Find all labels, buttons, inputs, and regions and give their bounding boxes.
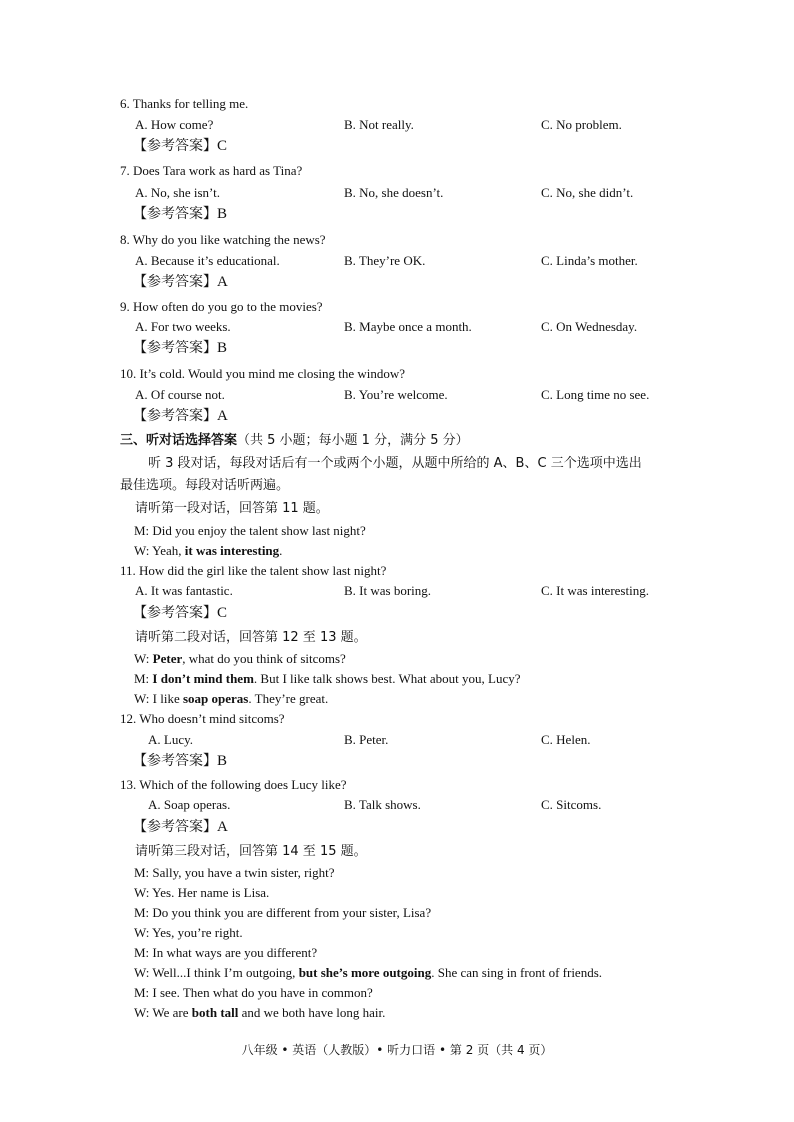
dialog-2-line-3 (134, 690, 328, 708)
text: . They’re great. (248, 691, 329, 706)
q13-option-a: A. Soap operas. (148, 797, 231, 812)
section-3-instructions-2: 最佳选项。每段对话听两遍。 (120, 478, 290, 493)
dialog-3-line-2: W: Yes. Her name is Lisa. (134, 885, 270, 900)
q8-option-b: B. They’re OK. (344, 253, 426, 268)
dialog-2-line-2 (134, 670, 521, 688)
q12-option-c: C. Helen. (541, 732, 591, 747)
q11-answer (133, 604, 227, 622)
text: W: I like (134, 691, 183, 706)
q11-option-c: C. It was interesting. (541, 583, 649, 598)
dialog-3-line-8 (134, 1004, 385, 1022)
dialog-3-lead: 请听第三段对话，回答第 14 至 15 题。 (135, 844, 367, 859)
q12-option-b: B. Peter. (344, 732, 389, 747)
q13-option-b: B. Talk shows. (344, 797, 421, 812)
q9-option-c: C. On Wednesday. (541, 319, 638, 334)
answer-label: 【参考答案】 (133, 206, 217, 222)
page-footer: 八年级 • 英语（人教版）• 听力口语 • 第 2 页（共 4 页） (241, 1043, 553, 1057)
text: and we both have long hair. (238, 1005, 386, 1020)
answer-value: A (217, 819, 228, 835)
answer-value: B (217, 340, 228, 356)
q10-option-c: C. Long time no see. (541, 387, 650, 402)
question-7: 7. Does Tara work as hard as Tina? (120, 163, 303, 178)
q8-option-a: A. Because it’s educational. (135, 253, 280, 268)
text: M: (134, 671, 153, 686)
answer-label: 【参考答案】 (133, 408, 217, 424)
q7-option-a: A. No, she isn’t. (135, 185, 220, 200)
dialog-2-lead: 请听第二段对话，回答第 12 至 13 题。 (135, 630, 367, 645)
q6-answer (133, 137, 227, 155)
q11-option-a: A. It was fantastic. (135, 583, 233, 598)
q10-answer (133, 407, 228, 425)
bold-text: Peter (152, 651, 183, 666)
answer-value: C (217, 138, 228, 154)
q9-answer (133, 339, 227, 357)
q6-option-c: C. No problem. (541, 117, 622, 132)
text: . She can sing in front of friends. (431, 965, 603, 980)
q10-option-b: B. You’re welcome. (344, 387, 448, 402)
q7-option-c: C. No, she didn’t. (541, 185, 634, 200)
dialog-3-line-4: W: Yes, you’re right. (134, 925, 243, 940)
text: W: (134, 651, 153, 666)
question-8: 8. Why do you like watching the news? (120, 232, 326, 247)
dialog-3-line-5: M: In what ways are you different? (134, 945, 318, 960)
dialog-1-line-1: M: Did you enjoy the talent show last night? (134, 523, 366, 538)
answer-label: 【参考答案】 (133, 819, 217, 835)
dialog-3-line-1: M: Sally, you have a twin sister, right? (134, 865, 335, 880)
q12-option-a: A. Lucy. (148, 732, 194, 747)
answer-value: A (217, 408, 228, 424)
q9-option-b: B. Maybe once a month. (344, 319, 472, 334)
answer-label: 【参考答案】 (133, 340, 217, 356)
dialog-3-line-7: M: I see. Then what do you have in common? (134, 985, 373, 1000)
q11-option-b: B. It was boring. (344, 583, 432, 598)
question-6: 6. Thanks for telling me. (120, 96, 249, 111)
section-3-heading (120, 432, 469, 450)
answer-label: 【参考答案】 (133, 274, 217, 290)
bold-text: but she’s more outgoing (298, 965, 432, 980)
q7-answer (133, 205, 227, 223)
q8-answer (133, 273, 228, 291)
dialog-1-line-2 (134, 542, 282, 560)
question-10: 10. It’s cold. Would you mind me closing the window? (120, 366, 406, 381)
answer-label: 【参考答案】 (133, 138, 217, 154)
text: W: We are (134, 1005, 192, 1020)
q10-option-a: A. Of course not. (135, 387, 225, 402)
q13-answer (133, 818, 228, 836)
dialog-3-line-6 (134, 964, 602, 982)
answer-value: B (217, 753, 228, 769)
question-12: 12. Who doesn’t mind sitcoms? (120, 711, 285, 726)
section-scoring: （共 5 小题；每小题 1 分，满分 5 分） (237, 433, 469, 448)
text: W: Yeah, (134, 543, 185, 558)
text: , what do you think of sitcoms? (182, 651, 346, 666)
answer-label: 【参考答案】 (133, 753, 217, 769)
bold-text: soap operas (182, 691, 249, 706)
answer-value: A (217, 274, 228, 290)
q8-option-c: C. Linda’s mother. (541, 253, 638, 268)
text: . (279, 543, 283, 558)
answer-label: 【参考答案】 (133, 605, 217, 621)
bold-text: both tall (191, 1005, 239, 1020)
section-3-instructions-1: 听 3 段对话，每段对话后有一个或两个小题，从题中所给的 A、B、C 三个选项中选出 (148, 456, 642, 471)
question-9: 9. How often do you go to the movies? (120, 299, 323, 314)
section-title: 三、听对话选择答案 (120, 433, 238, 448)
q7-option-b: B. No, she doesn’t. (344, 185, 444, 200)
q6-option-a: A. How come? (135, 117, 214, 132)
dialog-3-line-3: M: Do you think you are different from your sister, Lisa? (134, 905, 432, 920)
bold-text: it was interesting (184, 543, 280, 558)
text: . But I like talk shows best. What about you, Lucy? (253, 671, 521, 686)
answer-value: B (217, 206, 228, 222)
q13-option-c: C. Sitcoms. (541, 797, 602, 812)
q6-option-b: B. Not really. (344, 117, 414, 132)
question-11: 11. How did the girl like the talent show last night? (120, 563, 387, 578)
q12-answer (133, 752, 227, 770)
bold-text: I don’t mind them (152, 671, 254, 686)
dialog-1-lead: 请听第一段对话，回答第 11 题。 (135, 501, 329, 516)
text: W: Well...I think I’m outgoing, (134, 965, 299, 980)
dialog-2-line-1 (134, 650, 346, 668)
q9-option-a: A. For two weeks. (135, 319, 231, 334)
answer-value: C (217, 605, 228, 621)
question-13: 13. Which of the following does Lucy like? (120, 777, 347, 792)
